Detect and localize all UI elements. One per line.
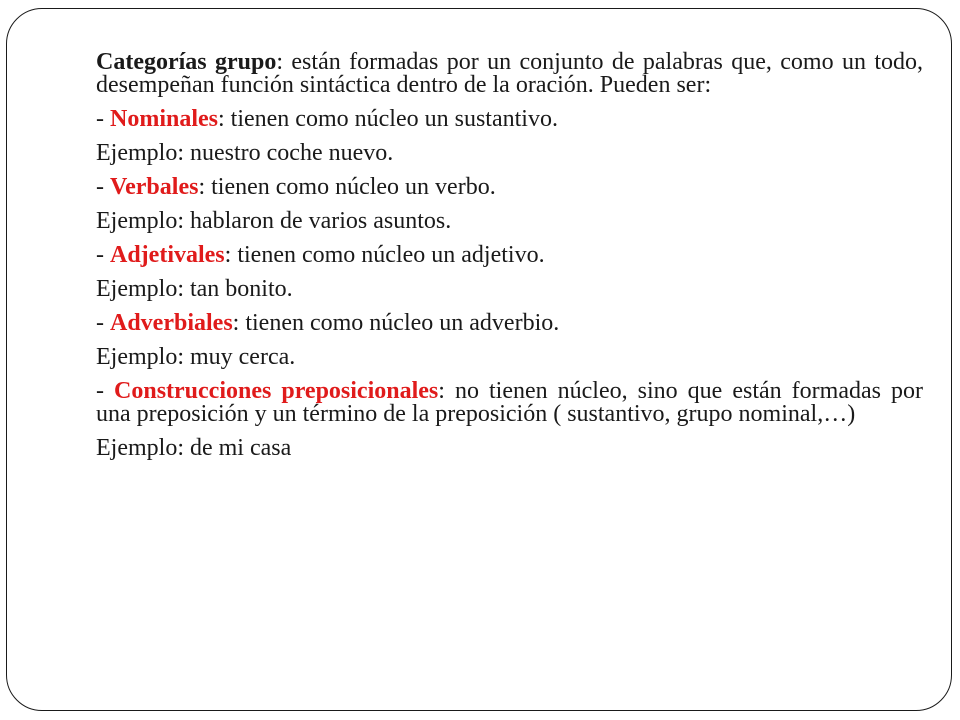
item-prefix: - — [96, 174, 110, 200]
example-verbales: Ejemplo: hablaron de varios asuntos. — [96, 208, 452, 234]
example-construcciones-preposicionales: Ejemplo: de mi casa — [96, 435, 292, 461]
item-nominales — [96, 108, 923, 131]
example-nominales: Ejemplo: nuestro coche nuevo. — [96, 140, 394, 166]
item-prefix: - — [96, 310, 110, 336]
term-adverbiales: Adverbiales — [110, 310, 233, 336]
example-adverbiales: Ejemplo: muy cerca. — [96, 344, 296, 370]
item-adjetivales — [96, 244, 923, 267]
item-prefix: - — [96, 242, 110, 268]
item-description: : tienen como núcleo un adjetivo. — [224, 242, 545, 268]
intro-term: Categorías grupo — [96, 49, 277, 75]
item-description: : tienen como núcleo un verbo. — [198, 174, 496, 200]
item-prefix: - — [96, 378, 115, 404]
item-description: : tienen como núcleo un sustantivo. — [218, 106, 558, 132]
slide-frame — [6, 8, 952, 711]
item-description: : tienen como núcleo un adverbio. — [232, 310, 560, 336]
item-construcciones-preposicionales — [96, 380, 923, 426]
slide-content — [96, 51, 923, 471]
example-adjetivales: Ejemplo: tan bonito. — [96, 276, 293, 302]
term-adjetivales: Adjetivales — [110, 242, 225, 268]
item-prefix: - — [96, 106, 110, 132]
intro-text: : están formadas por un conjunto de palabras que, como un todo, desempeñan función sintáctica dentro de la oración. Pueden ser: — [96, 49, 923, 98]
item-adverbiales — [96, 312, 923, 335]
item-verbales — [96, 176, 923, 199]
term-construcciones-preposicionales: Construcciones preposicionales — [114, 378, 439, 404]
term-nominales: Nominales — [110, 106, 218, 132]
intro-paragraph — [96, 51, 923, 97]
item-description: : no tienen núcleo, sino que están formadas por una preposición y un término de la preposición ( sustantivo, grupo nominal,…) — [96, 378, 923, 427]
term-verbales: Verbales — [110, 174, 199, 200]
